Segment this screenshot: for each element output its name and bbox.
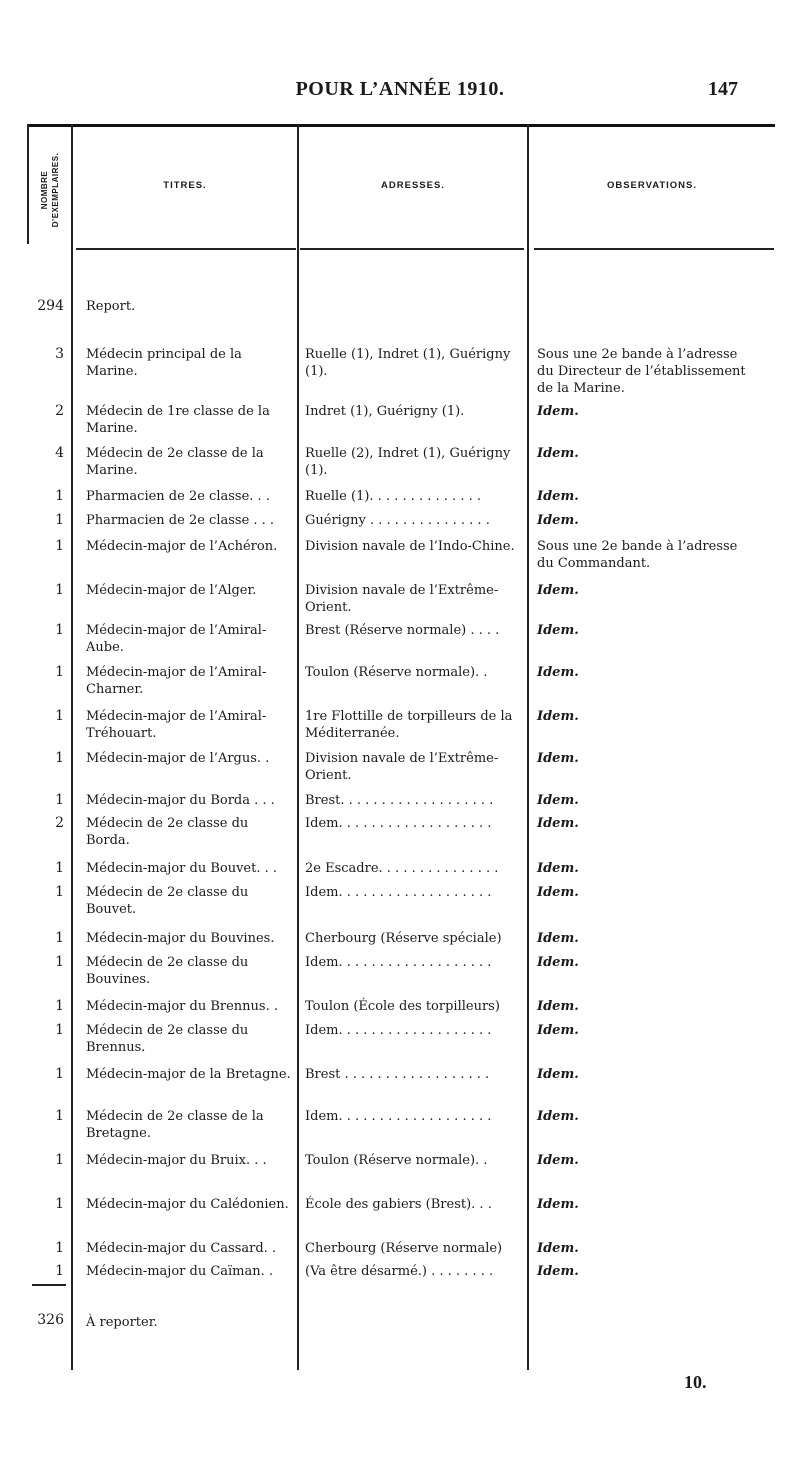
entry-count: 1 <box>55 860 64 876</box>
entry-observation: Idem. <box>537 1241 579 1256</box>
column-header-nombre <box>28 132 72 248</box>
entry-title: Pharmacien de 2e classe . . . <box>86 513 275 528</box>
entry-title: Médecin-major de l’Alger. <box>86 583 257 598</box>
signature-mark: 10. <box>684 1372 707 1392</box>
entry-address: Idem. . . . . . . . . . . . . . . . . . . <box>305 1109 492 1124</box>
entry-title: Médecin-major du Bouvet. . . <box>86 861 278 876</box>
column-header-observations: OBSERVATIONS. <box>606 180 698 191</box>
column-header-adresses: ADRESSES. <box>381 180 445 191</box>
column-header-nombre-line2: D’EXEMPLAIRES. <box>51 152 60 228</box>
total-rule <box>32 1284 66 1286</box>
entry-address: Toulon (École des torpilleurs) <box>305 999 500 1014</box>
entry-title: Médecin-major du Cassard. . <box>86 1241 277 1256</box>
entry-title: Médecin de 2e classe de la Marine. <box>86 446 264 478</box>
entry-address: Ruelle (2), Indret (1), Guérigny (1). <box>305 446 511 478</box>
entry-title: Médecin de 2e classe du Bouvet. <box>86 885 249 917</box>
entry-address: Division navale de l’Indo-Chine. <box>305 539 515 554</box>
entry-count: 1 <box>55 1066 64 1082</box>
entry-observation: Idem. <box>537 931 579 946</box>
entry-observation: Idem. <box>537 816 579 831</box>
entry-observation: Idem. <box>537 1067 579 1082</box>
entry-count: 1 <box>55 1022 64 1038</box>
entry-title: Médecin de 2e classe du Bouvines. <box>86 955 249 987</box>
entry-count: 2 <box>55 403 64 419</box>
entry-count: 3 <box>55 346 64 362</box>
column-header-titres: TITRES. <box>163 180 207 191</box>
entry-title: Médecin-major de la Bretagne. <box>86 1067 291 1082</box>
entry-title: Médecin-major du Borda . . . <box>86 793 275 808</box>
entry-title: Médecin-major de l’Achéron. <box>86 539 278 554</box>
entry-count: 1 <box>55 930 64 946</box>
entry-title: Médecin de 2e classe de la Bretagne. <box>86 1109 264 1141</box>
entry-address: Cherbourg (Réserve normale) <box>305 1241 503 1256</box>
entry-title: Médecin-major de l’Amiral-Charner. <box>86 665 267 697</box>
entry-title: Médecin-major du Bouvines. <box>86 931 275 946</box>
entry-observation: Idem. <box>537 793 579 808</box>
entry-count: 1 <box>55 1196 64 1212</box>
report-label: Report. <box>86 299 136 314</box>
entry-count: 2 <box>55 815 64 831</box>
entry-observation: Idem. <box>537 513 579 528</box>
entry-address: Idem. . . . . . . . . . . . . . . . . . . <box>305 955 492 970</box>
entry-title: Pharmacien de 2e classe. . . <box>86 489 270 504</box>
entry-count: 1 <box>55 998 64 1014</box>
column-divider <box>527 124 529 1370</box>
entry-address: Toulon (Réserve normale). . <box>305 1153 488 1168</box>
carry-label: À reporter. <box>86 1315 158 1330</box>
header-rule <box>534 248 774 250</box>
entry-address: Guérigny . . . . . . . . . . . . . . . <box>305 513 490 528</box>
entry-title: Médecin-major de l’Amiral-Aube. <box>86 623 267 655</box>
table-top-rule <box>27 124 775 127</box>
entry-address: Brest . . . . . . . . . . . . . . . . . . <box>305 1067 490 1082</box>
column-header-nombre-line1: NOMBRE <box>40 170 49 210</box>
entry-address: Ruelle (1). . . . . . . . . . . . . . <box>305 489 481 504</box>
entry-observation: Sous une 2e bande à l’adresse du Directeur de l’établissement de la Marine. <box>537 347 746 396</box>
entry-count: 1 <box>55 954 64 970</box>
entry-count: 1 <box>55 708 64 724</box>
entry-address: Idem. . . . . . . . . . . . . . . . . . . <box>305 1023 492 1038</box>
entry-address: Division navale de l’Extrême-Orient. <box>305 751 499 783</box>
entry-observation: Idem. <box>537 1264 579 1279</box>
entry-count: 1 <box>55 1108 64 1124</box>
entry-count: 1 <box>55 1152 64 1168</box>
entry-observation: Idem. <box>537 446 579 461</box>
entry-title: Médecin-major de l’Amiral-Tréhouart. <box>86 709 267 741</box>
entry-count: 1 <box>55 582 64 598</box>
entry-title: Médecin de 2e classe du Borda. <box>86 816 249 848</box>
entry-address: Indret (1), Guérigny (1). <box>305 404 465 419</box>
entry-observation: Idem. <box>537 885 579 900</box>
entry-observation: Idem. <box>537 1153 579 1168</box>
entry-count: 1 <box>55 750 64 766</box>
entry-title: Médecin-major de l’Argus. . <box>86 751 270 766</box>
entry-count: 1 <box>55 488 64 504</box>
entry-observation: Idem. <box>537 751 579 766</box>
entry-observation: Idem. <box>537 1109 579 1124</box>
entry-count: 4 <box>55 445 64 461</box>
entry-count: 1 <box>55 512 64 528</box>
entry-address: Brest. . . . . . . . . . . . . . . . . . . <box>305 793 494 808</box>
column-divider <box>71 124 73 1370</box>
carry-count: 326 <box>37 1312 64 1328</box>
entry-observation: Idem. <box>537 623 579 638</box>
entry-title: Médecin-major du Caïman. . <box>86 1264 274 1279</box>
page-title: POUR L’ANNÉE 1910. <box>295 78 505 100</box>
page-number: 147 <box>708 78 738 100</box>
entry-observation: Idem. <box>537 999 579 1014</box>
entry-count: 1 <box>55 792 64 808</box>
header-rule <box>300 248 524 250</box>
entry-address: Division navale de l’Extrême-Orient. <box>305 583 499 615</box>
entry-count: 1 <box>55 1263 64 1279</box>
entry-address: Cherbourg (Réserve spéciale) <box>305 931 502 946</box>
entry-count: 1 <box>55 664 64 680</box>
entry-address: École des gabiers (Brest). . . <box>305 1197 492 1212</box>
entry-title: Médecin principal de la Marine. <box>86 347 242 379</box>
entry-observation: Idem. <box>537 404 579 419</box>
entry-title: Médecin-major du Calédonien. <box>86 1197 289 1212</box>
entry-count: 1 <box>55 1240 64 1256</box>
entry-address: 2e Escadre. . . . . . . . . . . . . . . <box>305 861 499 876</box>
column-divider <box>297 124 299 1370</box>
entry-observation: Idem. <box>537 583 579 598</box>
entry-title: Médecin de 1re classe de la Marine. <box>86 404 270 436</box>
entry-title: Médecin de 2e classe du Brennus. <box>86 1023 249 1055</box>
entry-count: 1 <box>55 622 64 638</box>
entry-address: Brest (Réserve normale) . . . . <box>305 623 500 638</box>
entry-observation: Idem. <box>537 861 579 876</box>
entry-address: 1re Flottille de torpilleurs de la Méditerranée. <box>305 709 513 741</box>
header-rule <box>76 248 296 250</box>
entry-observation: Idem. <box>537 1023 579 1038</box>
report-count: 294 <box>37 298 64 314</box>
entry-title: Médecin-major du Brennus. . <box>86 999 278 1014</box>
entry-address: (Va être désarmé.) . . . . . . . . <box>305 1264 494 1279</box>
entry-count: 1 <box>55 538 64 554</box>
entry-count: 1 <box>55 884 64 900</box>
entry-title: Médecin-major du Bruix. . . <box>86 1153 267 1168</box>
entry-observation: Idem. <box>537 1197 579 1212</box>
entry-address: Toulon (Réserve normale). . <box>305 665 488 680</box>
entry-observation: Idem. <box>537 665 579 680</box>
entry-observation: Idem. <box>537 955 579 970</box>
entry-observation: Sous une 2e bande à l’adresse du Commandant. <box>537 539 738 571</box>
entry-address: Ruelle (1), Indret (1), Guérigny (1). <box>305 347 511 379</box>
entry-observation: Idem. <box>537 489 579 504</box>
entry-address: Idem. . . . . . . . . . . . . . . . . . . <box>305 816 492 831</box>
entry-observation: Idem. <box>537 709 579 724</box>
running-head <box>0 78 800 108</box>
entry-address: Idem. . . . . . . . . . . . . . . . . . . <box>305 885 492 900</box>
